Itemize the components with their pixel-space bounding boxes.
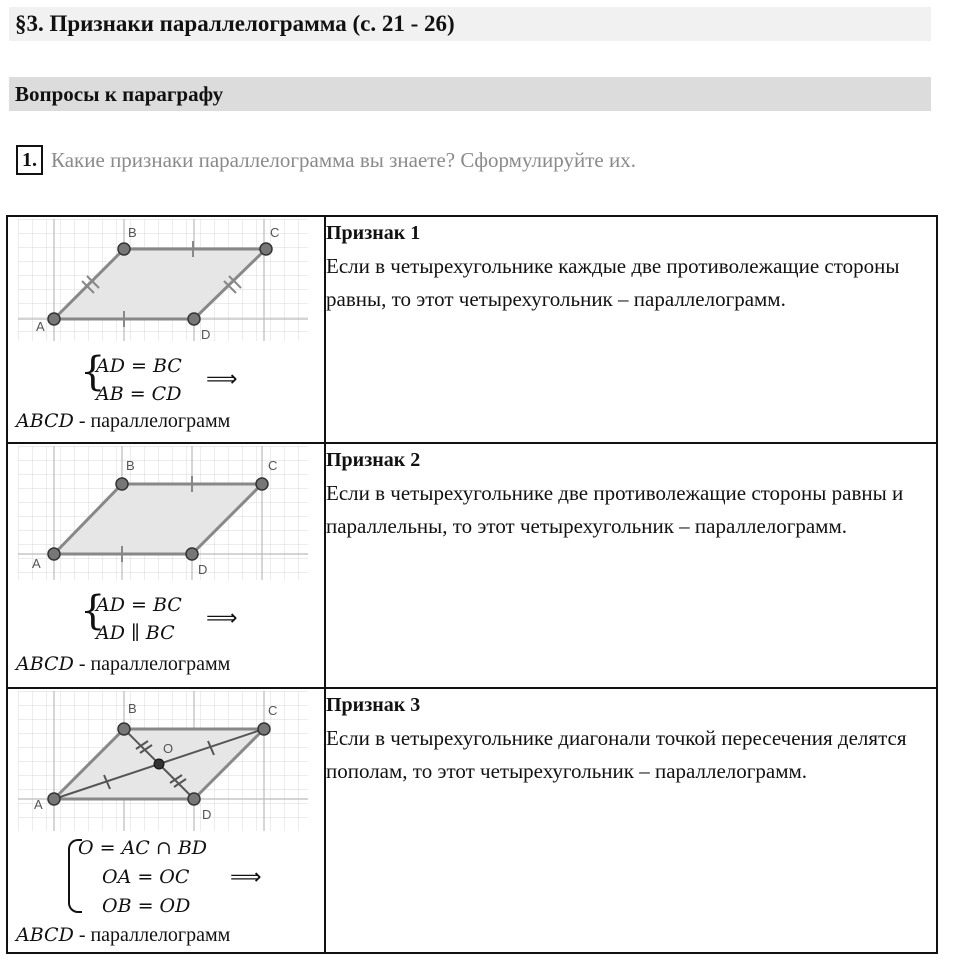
vertex-a	[48, 313, 60, 325]
vertex-c	[256, 478, 268, 490]
label-d: D	[198, 562, 208, 577]
sign-text: Если в четырехугольнике две противолежащие стороны равны и параллельны, то этот четырехугольник – параллелограмм.	[326, 481, 904, 538]
sign-title: Признак 2	[326, 449, 421, 471]
label-b: B	[128, 701, 137, 716]
vertex-b	[118, 723, 130, 735]
sign-text: Если в четырехугольнике диагонали точкой пересечения делятся пополам, то этот четырехугольник – параллелограмм.	[326, 726, 907, 783]
label-d: D	[202, 807, 212, 822]
label-c: C	[268, 458, 278, 473]
formula-line: AB = CD	[96, 383, 182, 405]
label-d: D	[201, 327, 211, 341]
sign-figure-cell	[7, 216, 325, 443]
signs-table	[6, 215, 938, 954]
sign-title: Признак 1	[326, 222, 421, 244]
label-c: C	[268, 703, 278, 718]
question-number: 1.	[16, 145, 43, 175]
vertex-c	[260, 243, 272, 255]
label-a: A	[32, 556, 41, 571]
system-brace: {	[80, 588, 106, 634]
question-1	[16, 145, 636, 175]
implies-arrow: ⟹	[206, 367, 238, 392]
sign-figure-cell	[7, 443, 325, 688]
parallelogram-figure-1	[18, 219, 308, 341]
parallelogram-figure-3	[18, 691, 308, 831]
sign-text-cell	[325, 688, 937, 953]
conclusion	[16, 653, 230, 676]
conclusion-text: - параллелограмм	[73, 410, 231, 432]
formula-line: OB = OD	[102, 895, 191, 917]
sign-row	[7, 688, 937, 953]
conclusion-abbr: ABCD	[16, 410, 74, 432]
conclusion-text: - параллелограмм	[73, 653, 231, 675]
vertex-d	[188, 313, 200, 325]
conclusion-text: - параллелограмм	[73, 924, 231, 946]
vertex-c	[258, 723, 270, 735]
conclusion	[16, 410, 230, 433]
implies-arrow: ⟹	[230, 865, 262, 890]
page-title: §3. Признаки параллелограмма (с. 21 - 26)	[9, 7, 931, 41]
conclusion-abbr: ABCD	[16, 653, 74, 675]
formula-line: AD = BC	[96, 594, 182, 616]
section-heading: Вопросы к параграфу	[9, 77, 931, 111]
sign-row	[7, 216, 937, 443]
vertex-d	[186, 548, 198, 560]
label-a: A	[34, 797, 43, 812]
label-b: B	[128, 225, 137, 240]
sign-figure-cell	[7, 688, 325, 953]
sign-title: Признак 3	[326, 694, 421, 716]
vertex-a	[48, 548, 60, 560]
label-b: B	[126, 458, 135, 473]
vertex-o	[154, 759, 164, 769]
sign-row	[7, 443, 937, 688]
formula-line: OA = OC	[102, 866, 190, 888]
implies-arrow: ⟹	[206, 606, 238, 631]
formula-line: AD = BC	[96, 355, 182, 377]
system-brace: {	[80, 349, 106, 395]
vertex-a	[48, 793, 60, 805]
sign-text-cell	[325, 216, 937, 443]
label-o: O	[163, 741, 174, 756]
label-a: A	[36, 319, 45, 334]
question-text: Какие признаки параллелограмма вы знаете? Сформулируйте их.	[51, 147, 636, 172]
vertex-b	[116, 478, 128, 490]
sign-text: Если в четырехугольнике каждые две противолежащие стороны равны, то этот четырехугольник – параллелограмм.	[326, 254, 900, 311]
formula-line: O = AC ∩ BD	[78, 837, 208, 859]
vertex-b	[118, 243, 130, 255]
label-c: C	[270, 225, 280, 240]
formula-line: AD ∥ BC	[96, 622, 175, 644]
conclusion-abbr: ABCD	[16, 924, 74, 946]
sign-text-cell	[325, 443, 937, 688]
parallelogram-figure-2	[18, 446, 308, 580]
vertex-d	[188, 793, 200, 805]
conclusion	[16, 924, 230, 947]
